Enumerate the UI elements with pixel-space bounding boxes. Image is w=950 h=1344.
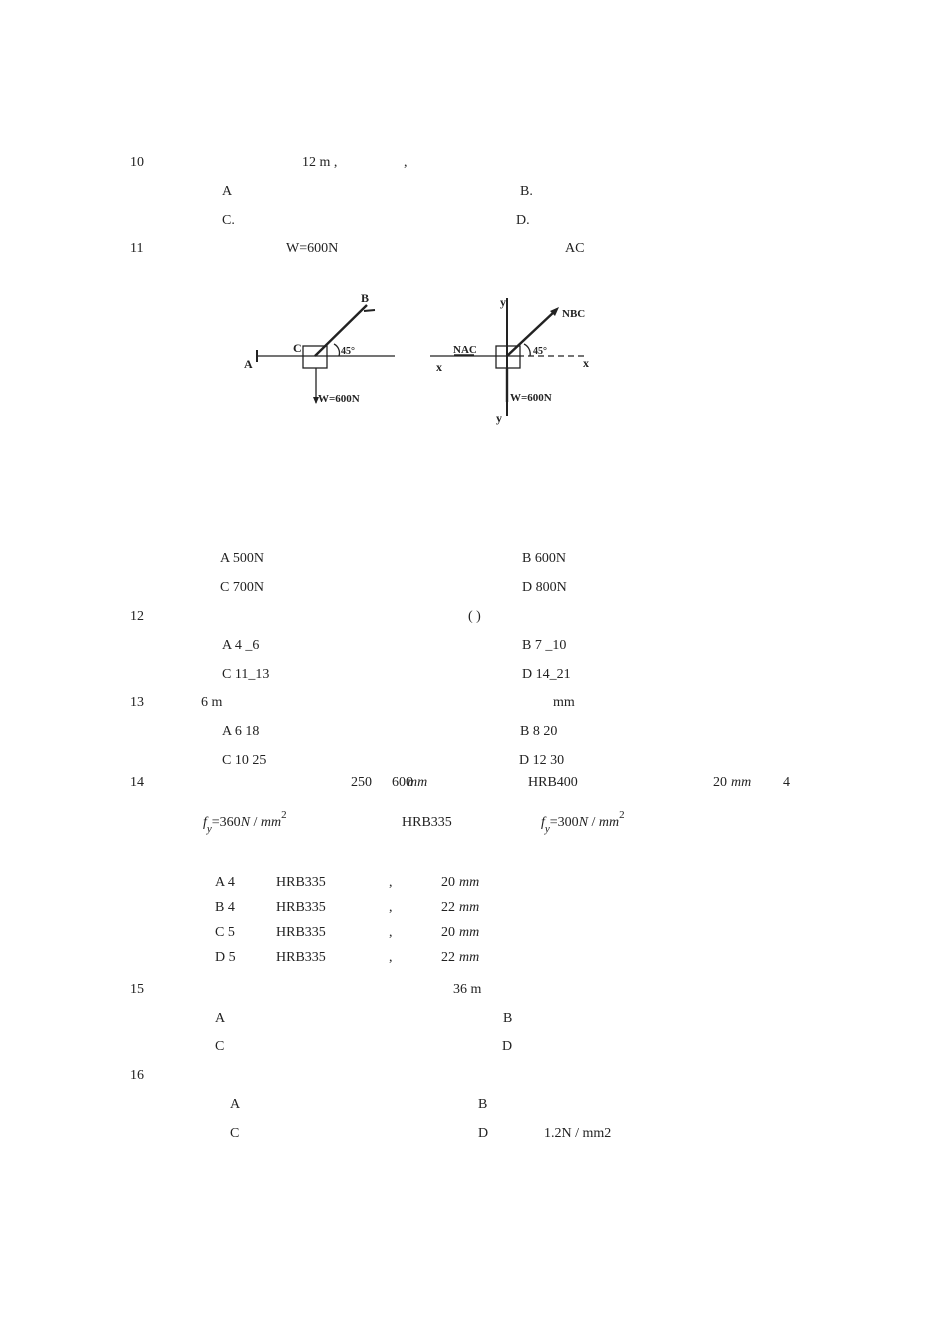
- q14-option-d-comma: ,: [389, 950, 393, 965]
- q10-stem-span: 12 m ,: [302, 155, 338, 170]
- angle-label-right: 45°: [533, 346, 547, 357]
- q14-option-c-unit: mm: [459, 925, 480, 940]
- q14-option-a-comma: ,: [389, 875, 393, 890]
- q12-option-c: C 11_13: [222, 667, 270, 682]
- q16-option-c: C: [230, 1126, 240, 1141]
- q15-option-c: C: [215, 1039, 225, 1054]
- q14-steel-grade-2: HRB335: [402, 815, 452, 830]
- q10-option-a: A: [222, 184, 233, 199]
- q10-number: 10: [130, 155, 144, 170]
- q10-option-c: C.: [222, 213, 235, 228]
- q11-member-ac: AC: [565, 241, 585, 256]
- q14-option-d-count: D 5: [215, 950, 236, 965]
- q14-size-unit: mm: [407, 775, 428, 790]
- q14-fy2-formula: $f_y=300N / mm^2$: [541, 809, 625, 835]
- q11-option-c: C 700N: [220, 580, 264, 595]
- label-c: C: [293, 341, 302, 355]
- q15-option-d: D: [502, 1039, 513, 1054]
- q12-option-a: A 4 _6: [222, 638, 260, 653]
- q10-option-d: D.: [516, 213, 530, 228]
- q13-option-b: B 8 20: [520, 724, 558, 739]
- weight-label-left: W=600N: [318, 393, 360, 405]
- q14-steel-grade: HRB400: [528, 775, 578, 790]
- q16-option-d-value: 1.2N / mm2: [544, 1126, 612, 1141]
- q14-diameter: 20: [713, 775, 727, 790]
- q11-option-b: B 600N: [522, 551, 566, 566]
- q16-number: 16: [130, 1068, 144, 1083]
- x-label-right: x: [583, 356, 589, 370]
- q14-option-b-unit: mm: [459, 900, 480, 915]
- q15-number: 15: [130, 982, 144, 997]
- y-label-bottom: y: [496, 411, 502, 425]
- q10-stem-comma: ,: [404, 155, 408, 170]
- q14-option-d-dia: 22: [441, 950, 455, 965]
- q14-option-a-dia: 20: [441, 875, 455, 890]
- q14-option-b-comma: ,: [389, 900, 393, 915]
- angle-arc-left: [334, 344, 339, 356]
- q11-option-a: A 500N: [220, 551, 264, 566]
- q14-option-b-count: B 4: [215, 900, 235, 915]
- q14-option-b-steel: HRB335: [276, 900, 326, 915]
- q14-option-c-dia: 20: [441, 925, 455, 940]
- force-nbc-line: [507, 311, 555, 356]
- q14-height: 600: [392, 775, 413, 790]
- q14-option-c-comma: ,: [389, 925, 393, 940]
- q12-option-d: D 14_21: [522, 667, 571, 682]
- force-diagram: [230, 286, 610, 436]
- q14-option-c-count: C 5: [215, 925, 235, 940]
- label-b: B: [361, 291, 370, 305]
- q14-option-d-unit: mm: [459, 950, 480, 965]
- weight-label-right: W=600N: [510, 392, 552, 404]
- q11-weight: W=600N: [286, 241, 339, 256]
- label-a: A: [244, 357, 253, 371]
- q14-option-b-dia: 22: [441, 900, 455, 915]
- q16-option-d: D: [478, 1126, 489, 1141]
- support-b: [364, 310, 375, 311]
- q14-fy1-formula: $f_y=360N / mm^2$: [203, 809, 287, 835]
- q13-option-c: C 10 25: [222, 753, 267, 768]
- y-label-top: y: [500, 295, 506, 309]
- q15-option-a: A: [215, 1011, 226, 1026]
- q14-option-a-count: A 4: [215, 875, 235, 890]
- q14-width: 250: [351, 775, 372, 790]
- q13-option-d: D 12 30: [519, 753, 565, 768]
- q15-length: 36 m: [453, 982, 482, 997]
- angle-label-left: 45°: [341, 346, 355, 357]
- x-label-left: x: [436, 360, 442, 374]
- force-nbc-label: NBC: [562, 308, 586, 320]
- q14-option-c-steel: HRB335: [276, 925, 326, 940]
- q13-option-a: A 6 18: [222, 724, 260, 739]
- q16-option-b: B: [478, 1097, 488, 1112]
- q11-option-d: D 800N: [522, 580, 567, 595]
- q13-number: 13: [130, 695, 144, 710]
- force-nac-label: NAC: [453, 344, 477, 356]
- q10-option-b: B.: [520, 184, 533, 199]
- angle-arc-right: [524, 344, 530, 356]
- q12-number: 12: [130, 609, 144, 624]
- q12-option-b: B 7 _10: [522, 638, 567, 653]
- q14-number: 14: [130, 775, 144, 790]
- q14-option-a-unit: mm: [459, 875, 480, 890]
- q16-option-a: A: [230, 1097, 241, 1112]
- q11-number: 11: [130, 241, 144, 256]
- q14-option-d-steel: HRB335: [276, 950, 326, 965]
- q14-bar-count: 4: [783, 775, 790, 790]
- q14-diameter-unit: mm: [731, 775, 752, 790]
- q12-bracket: ( ): [468, 609, 481, 624]
- q14-option-a-steel: HRB335: [276, 875, 326, 890]
- q15-option-b: B: [503, 1011, 513, 1026]
- q13-unit: mm: [553, 695, 575, 710]
- q13-span: 6 m: [201, 695, 223, 710]
